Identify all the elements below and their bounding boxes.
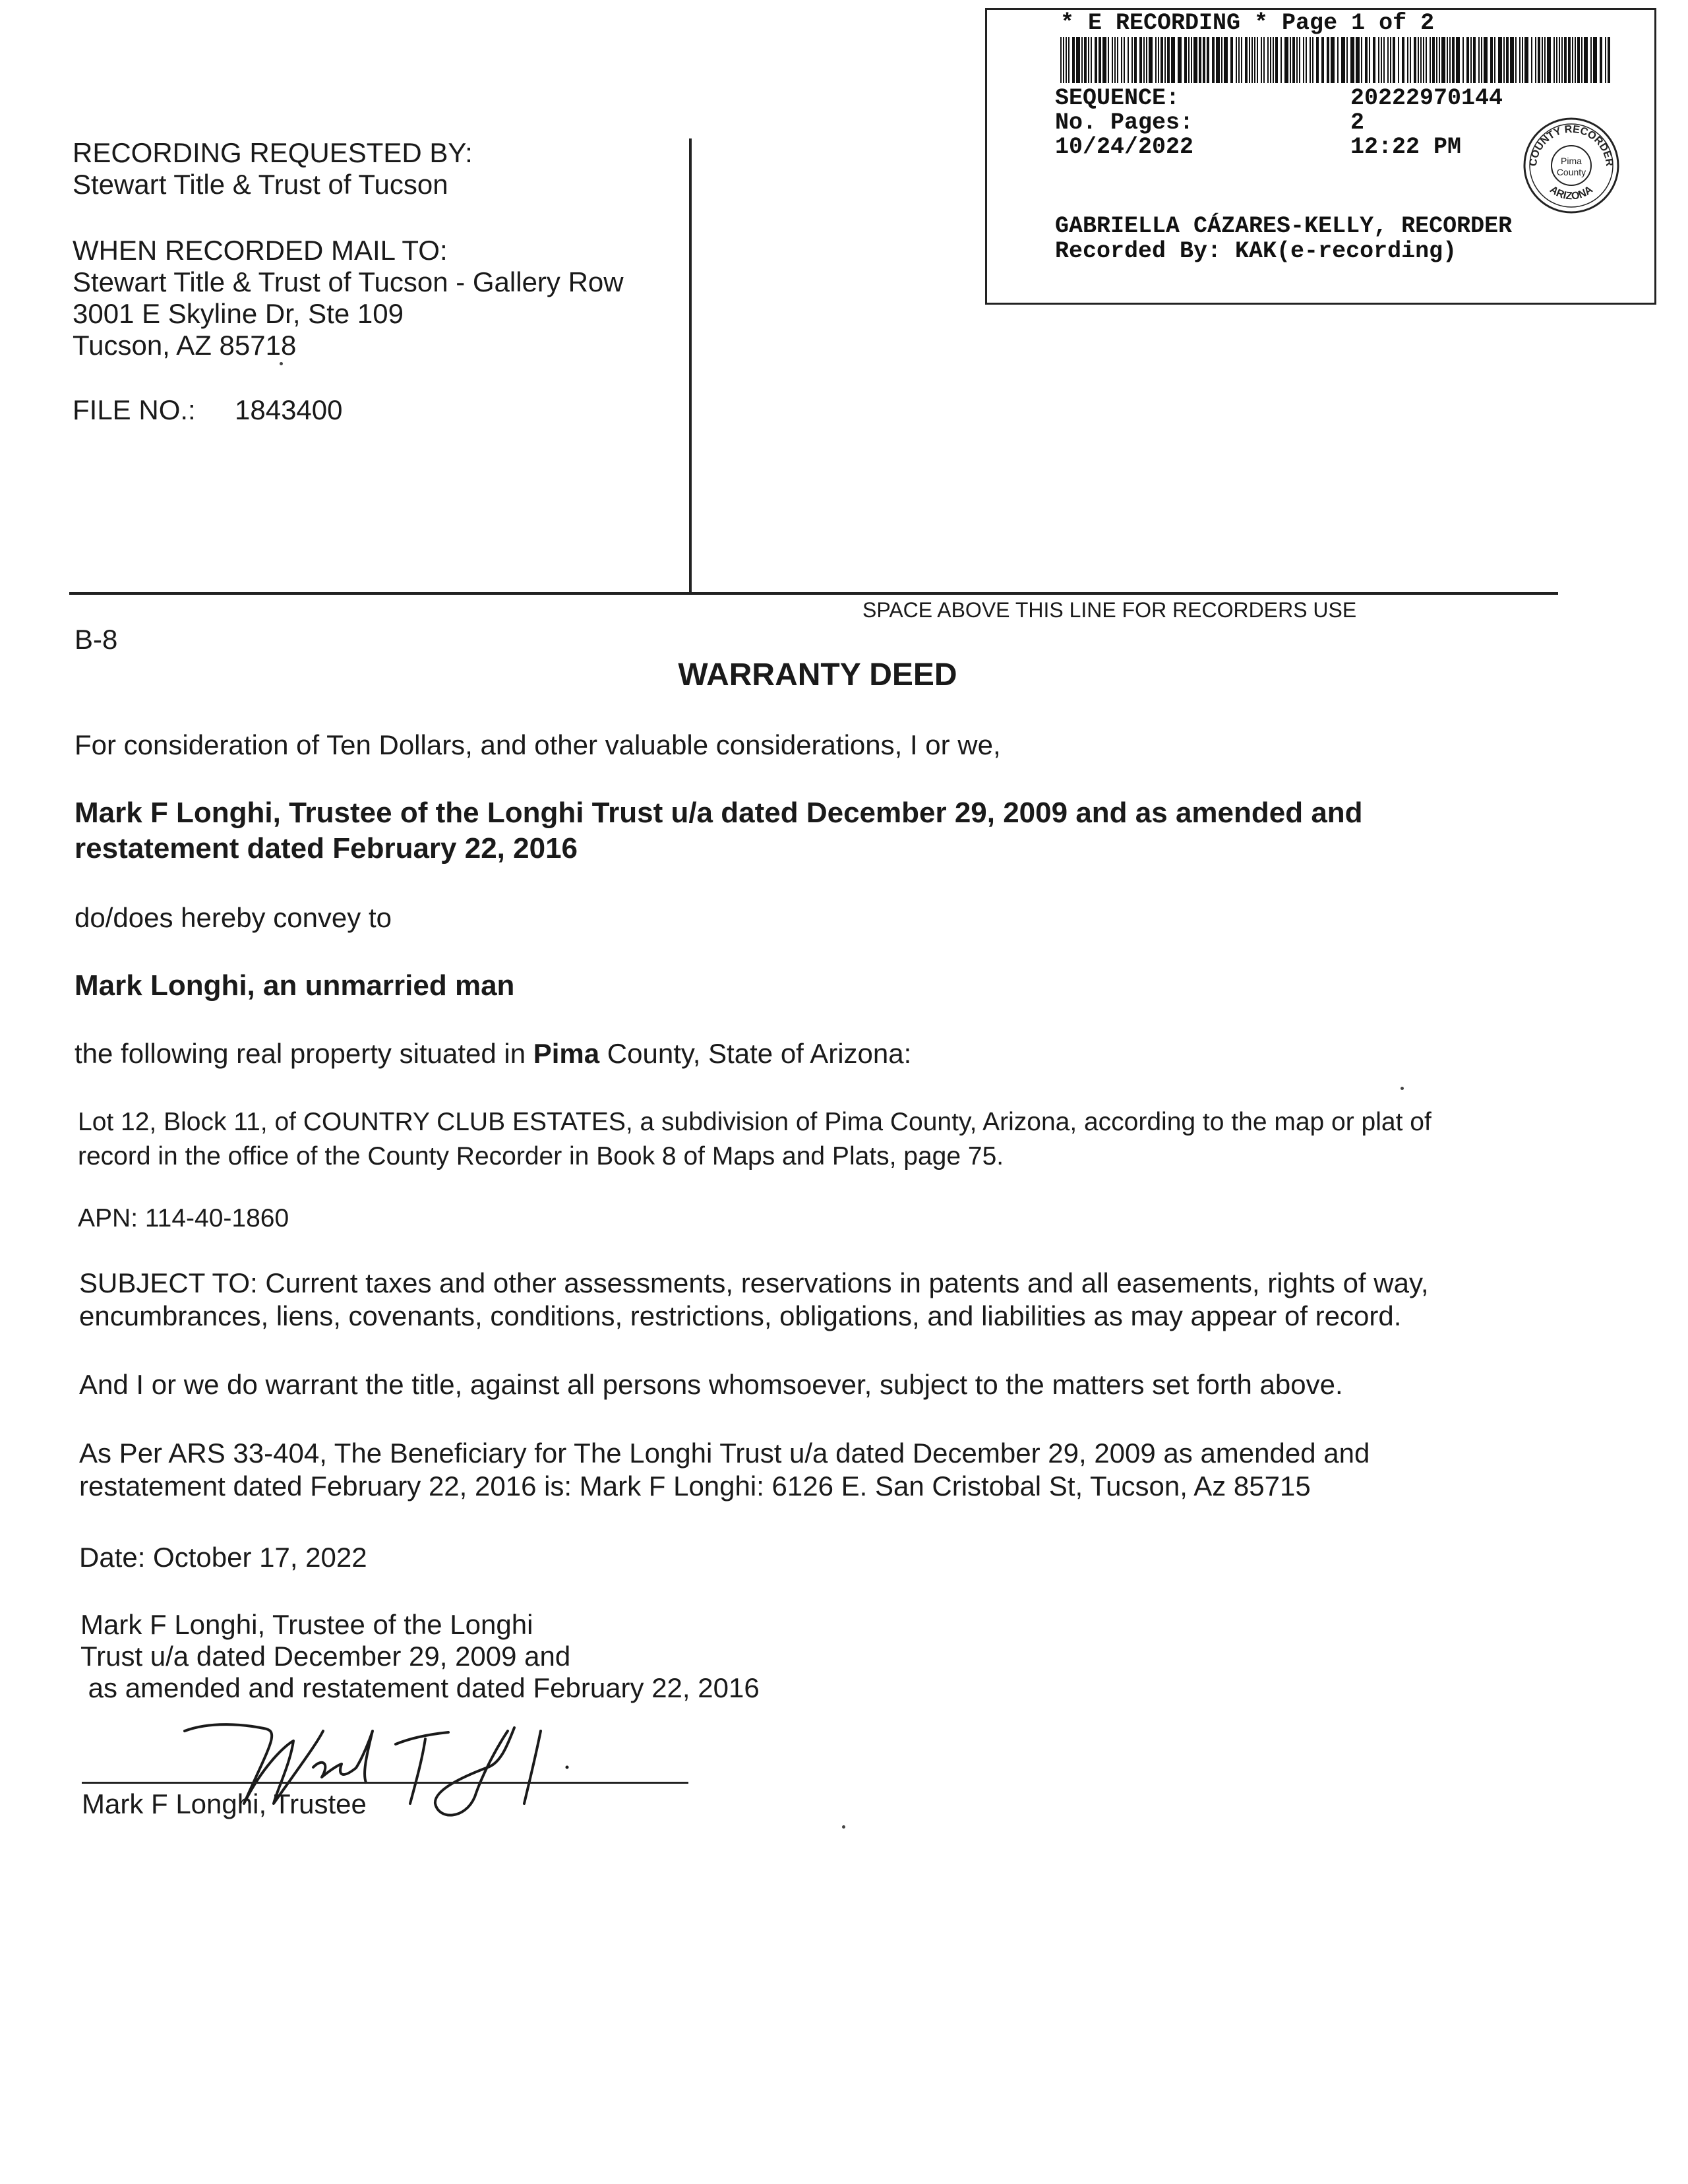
barcode-bar	[1084, 37, 1087, 83]
barcode-bar	[1420, 37, 1422, 83]
barcode-bar	[1439, 37, 1440, 83]
barcode-bar	[1207, 37, 1209, 83]
barcode-bar	[1547, 37, 1551, 83]
warrant-text: And I or we do warrant the title, against all persons whomsoever, subject to the matters set forth above.	[79, 1369, 1343, 1400]
barcode-bar	[1484, 37, 1488, 83]
barcode-bar	[1212, 37, 1215, 83]
apn: APN: 114-40-1860	[78, 1204, 289, 1232]
barcode-bar	[1559, 37, 1560, 83]
barcode-bar	[1369, 37, 1370, 83]
barcode-bar	[1447, 37, 1448, 83]
barcode-bar	[1102, 37, 1106, 83]
subject-to-line1: SUBJECT TO: Current taxes and other assessments, reservations in patents and all easements, rights of way,	[79, 1267, 1429, 1298]
barcode-bar	[1171, 37, 1175, 83]
barcode-bar	[1430, 37, 1431, 83]
barcode-bar	[1515, 37, 1517, 83]
barcode-bar	[1296, 37, 1298, 83]
barcode-bar	[1117, 37, 1118, 83]
barcode-bar	[1076, 37, 1080, 83]
seal-center-line1: Pima	[1561, 156, 1582, 166]
barcode-bar	[1423, 37, 1424, 83]
barcode-bar	[1581, 37, 1582, 83]
barcode-bar	[1155, 37, 1157, 83]
mail-to-line1: Stewart Title & Trust of Tucson - Gallery Row	[73, 266, 624, 297]
deed-title: WARRANTY DEED	[678, 657, 957, 692]
barcode-bar	[1321, 37, 1324, 83]
barcode-bar	[1249, 37, 1250, 83]
barcode-bar	[1184, 37, 1187, 83]
barcode-bar	[1584, 37, 1588, 83]
barcode-bar	[1099, 37, 1101, 83]
sequence-label: SEQUENCE:	[1055, 85, 1180, 111]
mail-to-line3: Tucson, AZ 85718	[73, 330, 297, 361]
grantor-line1: Mark F Longhi, Trustee of the Longhi Trust u/a dated December 29, 2009 and as amended and	[75, 797, 1363, 829]
barcode-bar	[1284, 37, 1288, 83]
barcode-bar	[1060, 37, 1062, 83]
barcode-bar	[1164, 37, 1166, 83]
barcode-bar	[1542, 37, 1543, 83]
barcode-bar	[1088, 37, 1089, 83]
barcode-bar	[1544, 37, 1546, 83]
barcode-bar	[1498, 37, 1502, 83]
barcode-bar	[1393, 37, 1395, 83]
ars-line1: As Per ARS 33-404, The Beneficiary for The Longhi Trust u/a dated December 29, 2009 as amended and	[79, 1438, 1370, 1469]
barcode-bar	[1299, 37, 1300, 83]
legal-description-line1: Lot 12, Block 11, of COUNTRY CLUB ESTATES, a subdivision of Pima County, Arizona, according to the map or plat of	[78, 1108, 1432, 1136]
barcode-bar	[1203, 37, 1205, 83]
barcode-bar	[1254, 37, 1255, 83]
signature-block-line1: Mark F Longhi, Trustee of the Longhi	[80, 1609, 533, 1640]
barcode-bar	[1261, 37, 1262, 83]
barcode-bar	[1361, 37, 1362, 83]
barcode-bar	[1341, 37, 1345, 83]
barcode-bar	[1593, 37, 1597, 83]
seal-center-line2: County	[1556, 167, 1586, 177]
barcode-bar	[1519, 37, 1521, 83]
barcode-bar	[1478, 37, 1480, 83]
barcode-bar	[1134, 37, 1137, 83]
barcode-bar	[1414, 37, 1416, 83]
barcode-bar	[1124, 37, 1125, 83]
barcode-bar	[1418, 37, 1419, 83]
barcode-bar	[1273, 37, 1274, 83]
barcode-bar	[1306, 37, 1307, 83]
barcode-bar	[1449, 37, 1451, 83]
barcode-bar	[1553, 37, 1555, 83]
barcode-bar	[1524, 37, 1528, 83]
property-intro-after: County, State of Arizona:	[599, 1038, 912, 1069]
stray-mark	[1401, 1087, 1404, 1090]
barcode-bar	[1270, 37, 1271, 83]
mail-to-line2: 3001 E Skyline Dr, Ste 109	[73, 298, 404, 329]
barcode-bar	[1531, 37, 1532, 83]
barcode-bar	[1267, 37, 1269, 83]
barcode-bar	[1503, 37, 1505, 83]
barcode-bar	[1160, 37, 1163, 83]
convey-text: do/does hereby convey to	[75, 902, 392, 933]
signature-block-line2: Trust u/a dated December 29, 2009 and	[80, 1641, 571, 1672]
barcode-bar	[1522, 37, 1523, 83]
signature-block-line3: as amended and restatement dated February 22, 2016	[80, 1672, 760, 1703]
barcode-bar	[1072, 37, 1075, 83]
barcode-bar	[1091, 37, 1092, 83]
barcode-bar	[1436, 37, 1437, 83]
barcode-bar	[1577, 37, 1580, 83]
recording-banner: * E RECORDING * Page 1 of 2	[1060, 10, 1435, 36]
barcode-bar	[1383, 37, 1385, 83]
barcode-bar	[1462, 37, 1464, 83]
barcode-bar	[1378, 37, 1379, 83]
grantee: Mark Longhi, an unmarried man	[75, 969, 515, 1002]
property-intro-before: the following real property situated in	[75, 1038, 533, 1069]
barcode-bar	[1139, 37, 1142, 83]
signature-line	[82, 1782, 688, 1784]
barcode-bar	[1230, 37, 1233, 83]
barcode-bar	[1402, 37, 1404, 83]
legal-description-line2: record in the office of the County Recorder in Book 8 of Maps and Plats, page 75.	[78, 1142, 1004, 1170]
barcode-bar	[1193, 37, 1197, 83]
stray-mark	[842, 1825, 845, 1829]
barcode-bar	[1063, 37, 1064, 83]
recorded-by: Recorded By: KAK(e-recording)	[1055, 238, 1457, 264]
barcode-bar	[1608, 37, 1610, 83]
barcode-bar	[1257, 37, 1258, 83]
barcode-bar	[1066, 37, 1067, 83]
barcode-bar	[1114, 37, 1116, 83]
barcode-bar	[1199, 37, 1201, 83]
barcode-bar	[1490, 37, 1493, 83]
pages-value: 2	[1350, 109, 1365, 136]
sequence-value: 20222970144	[1350, 85, 1503, 111]
barcode-bar	[1337, 37, 1339, 83]
barcode-bar	[1290, 37, 1291, 83]
barcode-bar	[1575, 37, 1576, 83]
barcode-bar	[1316, 37, 1319, 83]
barcode-bar	[1466, 37, 1469, 83]
barcode-bar	[1095, 37, 1097, 83]
barcode-bar	[1572, 37, 1573, 83]
barcode-bar	[1221, 37, 1222, 83]
form-code: B-8	[75, 624, 118, 655]
barcode-bar	[1390, 37, 1391, 83]
barcode-bar	[1387, 37, 1389, 83]
header-divider-vertical	[689, 138, 692, 593]
barcode-bar	[1470, 37, 1472, 83]
barcode-bar	[1535, 37, 1536, 83]
barcode-bar	[1432, 37, 1435, 83]
barcode-bar	[1081, 37, 1083, 83]
barcode-bar	[1494, 37, 1495, 83]
barcode-bar	[1178, 37, 1182, 83]
barcode-bar	[1327, 37, 1329, 83]
grantor-line2: restatement dated February 22, 2016	[75, 832, 578, 864]
barcode-bar	[1441, 37, 1445, 83]
svg-text:ARIZONA	[1548, 184, 1595, 202]
barcode-bar	[1452, 37, 1455, 83]
seal-bottom-text: ARIZONA	[1548, 184, 1595, 202]
barcode-bar	[1426, 37, 1427, 83]
barcode-bar	[1506, 37, 1509, 83]
space-above-note: SPACE ABOVE THIS LINE FOR RECORDERS USE	[862, 598, 1357, 622]
barcode-bar	[1312, 37, 1313, 83]
barcode-bar	[1216, 37, 1220, 83]
seal-top-text: COUNTY RECORDER	[1527, 123, 1615, 167]
barcode-bar	[1556, 37, 1557, 83]
barcode-bar	[1251, 37, 1253, 83]
barcode-bar	[1600, 37, 1602, 83]
subject-to-line2: encumbrances, liens, covenants, conditions, restrictions, obligations, and liabilities as may appear of record.	[79, 1300, 1402, 1331]
barcode-bar	[1481, 37, 1482, 83]
barcode-bar	[1381, 37, 1382, 83]
consideration-text: For consideration of Ten Dollars, and other valuable considerations, I or we,	[75, 729, 1001, 760]
record-date: 10/24/2022	[1055, 134, 1194, 160]
barcode-bar	[1473, 37, 1476, 83]
requested-by-value: Stewart Title & Trust of Tucson	[73, 169, 448, 200]
barcode-bar	[1068, 37, 1070, 83]
barcode-bar	[1146, 37, 1147, 83]
barcode-bar	[1191, 37, 1192, 83]
deed-date: Date: October 17, 2022	[79, 1542, 367, 1573]
signer-name: Mark F Longhi, Trustee	[82, 1788, 367, 1819]
barcode-bar	[1456, 37, 1460, 83]
barcode-bar	[1128, 37, 1129, 83]
barcode-bar	[1303, 37, 1304, 83]
recorders-use-line	[69, 592, 1558, 595]
record-time: 12:22 PM	[1350, 134, 1462, 160]
barcode-bar	[1310, 37, 1311, 83]
barcode-bar	[1356, 37, 1360, 83]
barcode-bar	[1331, 37, 1335, 83]
barcode-bar	[1131, 37, 1133, 83]
barcode-bar	[1167, 37, 1170, 83]
stray-mark	[280, 362, 283, 365]
barcode-bar	[1121, 37, 1122, 83]
property-intro	[75, 1038, 911, 1070]
barcode-bar	[1373, 37, 1375, 83]
barcode-bar	[1112, 37, 1113, 83]
barcode-bar	[1292, 37, 1295, 83]
barcode-bar	[1281, 37, 1282, 83]
barcode-bar	[1561, 37, 1563, 83]
barcode-bar	[1538, 37, 1540, 83]
barcode-bar	[1365, 37, 1368, 83]
requested-by-label: RECORDING REQUESTED BY:	[73, 137, 473, 168]
ars-line2: restatement dated February 22, 2016 is: Mark F Longhi: 6126 E. San Cristobal St, Tucson, Az 85715	[79, 1471, 1311, 1502]
barcode	[1060, 37, 1614, 83]
barcode-bar	[1407, 37, 1408, 83]
barcode-bar	[1236, 37, 1237, 83]
barcode-bar	[1410, 37, 1411, 83]
barcode-bar	[1275, 37, 1278, 83]
barcode-bar	[1398, 37, 1399, 83]
barcode-bar	[1108, 37, 1109, 83]
file-no-label: FILE NO.:	[73, 394, 196, 425]
barcode-bar	[1568, 37, 1571, 83]
barcode-bar	[1238, 37, 1240, 83]
barcode-bar	[1158, 37, 1159, 83]
barcode-bar	[1350, 37, 1354, 83]
recorder-name: GABRIELLA CÁZARES-KELLY, RECORDER	[1055, 213, 1513, 239]
barcode-bar	[1143, 37, 1145, 83]
barcode-bar	[1590, 37, 1592, 83]
barcode-bar	[1241, 37, 1242, 83]
property-county: Pima	[533, 1038, 600, 1069]
barcode-bar	[1149, 37, 1153, 83]
barcode-bar	[1346, 37, 1348, 83]
barcode-bar	[1263, 37, 1265, 83]
barcode-bar	[1188, 37, 1190, 83]
county-recorder-seal-icon	[1522, 116, 1621, 215]
pages-label: No. Pages:	[1055, 109, 1194, 136]
barcode-bar	[1605, 37, 1606, 83]
barcode-bar	[1224, 37, 1228, 83]
mail-to-label: WHEN RECORDED MAIL TO:	[73, 235, 448, 266]
barcode-bar	[1564, 37, 1567, 83]
file-no-value: 1843400	[235, 394, 343, 425]
barcode-bar	[1245, 37, 1248, 83]
barcode-bar	[1510, 37, 1514, 83]
